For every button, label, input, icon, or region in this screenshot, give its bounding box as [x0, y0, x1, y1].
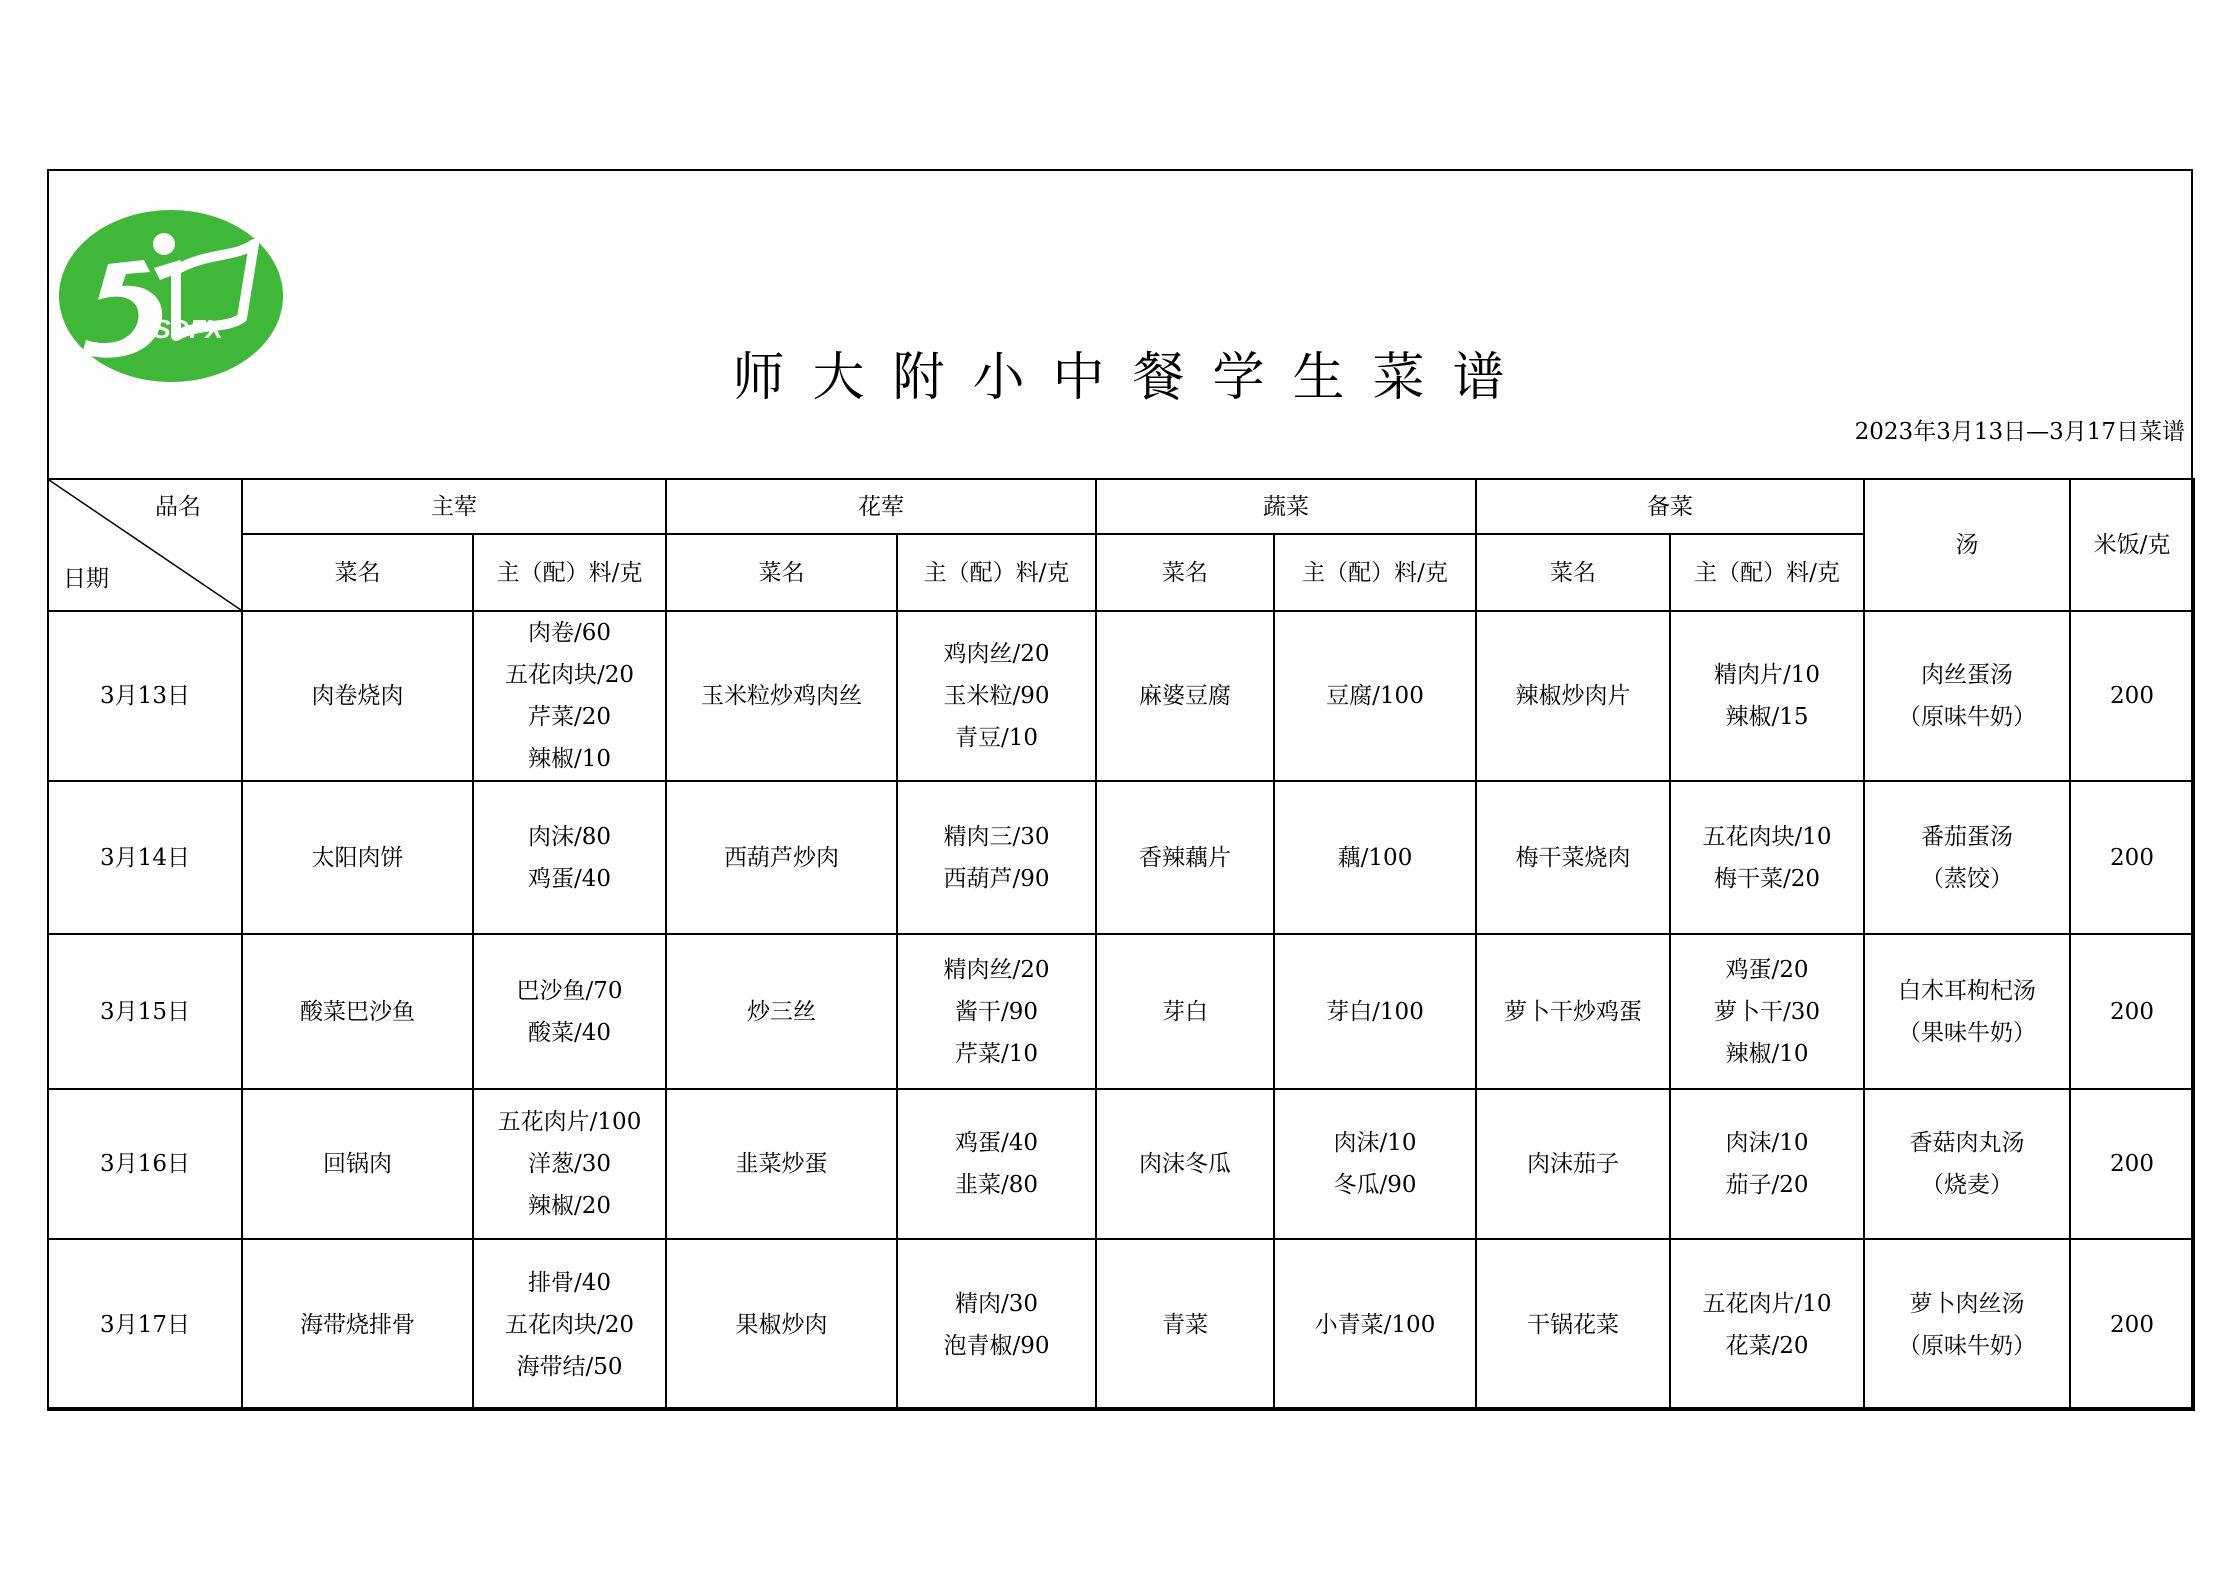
ingredient-line: 鸡蛋/40: [527, 865, 611, 892]
main-dish-name: 海带烧排骨: [242, 1239, 473, 1410]
soup-header: 汤: [1864, 479, 2070, 611]
spare-dish-ingredients: [1670, 1239, 1864, 1410]
spare-dish-ingredients: [1670, 1089, 1864, 1239]
veg-dish-name-header: 菜名: [1096, 534, 1274, 611]
ingredient-line: 精肉丝/20: [943, 956, 1050, 983]
veg-dish-ingredients: [1274, 611, 1476, 781]
ingredient-line: 西葫芦/90: [943, 865, 1050, 892]
ingredient-line: 辣椒/10: [527, 746, 611, 772]
menu-table: [47, 478, 2195, 1411]
ingredient-line: 芹菜/10: [954, 1040, 1038, 1067]
spare-dish-name-header: 菜名: [1476, 534, 1670, 611]
ingredient-line: 辣椒/15: [1725, 704, 1809, 730]
ingredient-line: 番茄蛋汤: [1921, 823, 2013, 850]
ingredient-line: 藕/100: [1337, 844, 1413, 871]
ingredient-line: 茄子/20: [1725, 1172, 1809, 1198]
veg-dish-name: 香辣藕片: [1096, 781, 1274, 934]
spare-dish-name: 干锅花菜: [1476, 1239, 1670, 1410]
date-cell: 3月14日: [48, 781, 242, 934]
spare-dish-ingredients: [1670, 934, 1864, 1089]
ingredient-line: 酸菜/40: [527, 1019, 611, 1046]
veg-dish-ingredients: [1274, 1239, 1476, 1410]
ingredient-line: 萝卜肉丝汤: [1909, 1290, 2025, 1317]
veg-dish-ingredients: [1274, 934, 1476, 1089]
rice-header: 米饭/克: [2070, 479, 2194, 611]
rice-cell: 200: [2070, 1239, 2194, 1410]
main-dish-name: 回锅肉: [242, 1089, 473, 1239]
ingredient-line: 芹菜/20: [527, 704, 611, 730]
soup-cell: [1864, 611, 2070, 781]
side-dish-name: 炒三丝: [666, 934, 897, 1089]
group-vegetable: 蔬菜: [1096, 479, 1476, 534]
veg-dish-ingredients: [1274, 1089, 1476, 1239]
date-cell: 3月15日: [48, 934, 242, 1089]
logo-head: [153, 233, 175, 255]
ingredient-line: （蒸饺）: [1921, 865, 2013, 892]
ingredient-line: 梅干菜/20: [1713, 865, 1820, 892]
ingredient-line: 青豆/10: [954, 725, 1038, 751]
ingredient-line: 鸡蛋/40: [954, 1130, 1038, 1156]
rice-cell: 200: [2070, 1089, 2194, 1239]
page-title: 师大附小中餐学生菜谱: [732, 348, 1533, 408]
side-dish-ingredients: [897, 611, 1096, 781]
ingredient-line: （原味牛奶）: [1898, 704, 2036, 730]
spare-dish-name: 辣椒炒肉片: [1476, 611, 1670, 781]
date-range: 2023年3月13日—3月17日菜谱: [1854, 419, 2185, 445]
main-dish-name: 太阳肉饼: [242, 781, 473, 934]
ingredient-line: 萝卜干/30: [1713, 998, 1820, 1025]
ingredient-line: 酱干/90: [954, 998, 1038, 1025]
spare-ingredients-header: 主（配）料/克: [1670, 534, 1864, 611]
spare-dish-name: 梅干菜烧肉: [1476, 781, 1670, 934]
main-dish-ingredients: [473, 611, 666, 781]
side-dish-name: 玉米粒炒鸡肉丝: [666, 611, 897, 781]
ingredient-line: 肉卷/60: [527, 620, 611, 646]
side-dish-ingredients: [897, 1089, 1096, 1239]
main-dish-ingredients: [473, 1089, 666, 1239]
veg-dish-name: 肉沫冬瓜: [1096, 1089, 1274, 1239]
spare-dish-ingredients: [1670, 611, 1864, 781]
side-dish-ingredients: [897, 934, 1096, 1089]
ingredient-line: 排骨/40: [527, 1269, 611, 1296]
logo-text: SDFX: [153, 314, 223, 344]
table-row: [48, 611, 2194, 781]
ingredient-line: 精肉/30: [954, 1290, 1038, 1317]
rice-cell: 200: [2070, 611, 2194, 781]
ingredient-line: 巴沙鱼/70: [516, 977, 623, 1004]
spare-dish-name: 萝卜干炒鸡蛋: [1476, 934, 1670, 1089]
side-dish-ingredients: [897, 1239, 1096, 1410]
side-dish-name-header: 菜名: [666, 534, 897, 611]
main-ingredients-header: 主（配）料/克: [473, 534, 666, 611]
table-row: [48, 1239, 2194, 1410]
group-spare-dish: 备菜: [1476, 479, 1864, 534]
corner-item-label: 品名: [155, 494, 201, 520]
ingredient-line: 香菇肉丸汤: [1909, 1130, 2025, 1156]
main-dish-name: 酸菜巴沙鱼: [242, 934, 473, 1089]
soup-cell: [1864, 781, 2070, 934]
side-dish-name: 韭菜炒蛋: [666, 1089, 897, 1239]
veg-dish-name: 芽白: [1096, 934, 1274, 1089]
ingredient-line: 五花肉块/20: [504, 662, 634, 688]
ingredient-line: 精肉片/10: [1713, 662, 1820, 688]
group-side-meat: 花荤: [666, 479, 1096, 534]
ingredient-line: 五花肉块/20: [504, 1311, 634, 1338]
main-dish-name: 肉卷烧肉: [242, 611, 473, 781]
ingredient-line: 海带结/50: [516, 1353, 623, 1380]
ingredient-line: 五花肉片/100: [497, 1109, 642, 1135]
ingredient-line: 肉沫/10: [1333, 1130, 1417, 1156]
soup-cell: [1864, 1089, 2070, 1239]
soup-cell: [1864, 1239, 2070, 1410]
side-dish-name: 西葫芦炒肉: [666, 781, 897, 934]
date-cell: 3月16日: [48, 1089, 242, 1239]
corner-header: [48, 479, 242, 611]
ingredient-line: 辣椒/10: [1725, 1040, 1809, 1067]
ingredient-line: 鸡肉丝/20: [943, 641, 1050, 667]
ingredient-line: 鸡蛋/20: [1725, 956, 1809, 983]
ingredient-line: 辣椒/20: [527, 1193, 611, 1219]
ingredient-line: 小青菜/100: [1314, 1311, 1436, 1338]
table-row: [48, 1089, 2194, 1239]
ingredient-line: 冬瓜/90: [1333, 1172, 1417, 1198]
date-cell: 3月17日: [48, 1239, 242, 1410]
veg-dish-ingredients: [1274, 781, 1476, 934]
table-row: [48, 781, 2194, 934]
spare-dish-name: 肉沫茄子: [1476, 1089, 1670, 1239]
ingredient-line: 泡青椒/90: [943, 1332, 1050, 1359]
date-cell: 3月13日: [48, 611, 242, 781]
ingredient-line: （烧麦）: [1921, 1172, 2013, 1198]
main-dish-ingredients: [473, 934, 666, 1089]
header-row-groups: [48, 479, 2194, 534]
spare-dish-ingredients: [1670, 781, 1864, 934]
ingredient-line: 肉沫/10: [1725, 1130, 1809, 1156]
table-row: [48, 934, 2194, 1089]
main-dish-ingredients: [473, 1239, 666, 1410]
ingredient-line: 肉沫/80: [527, 823, 611, 850]
ingredient-line: （原味牛奶）: [1898, 1332, 2036, 1359]
side-dish-ingredients: [897, 781, 1096, 934]
rice-cell: 200: [2070, 934, 2194, 1089]
side-dish-name: 果椒炒肉: [666, 1239, 897, 1410]
veg-dish-name: 青菜: [1096, 1239, 1274, 1410]
main-dish-ingredients: [473, 781, 666, 934]
ingredient-line: 五花肉片/10: [1702, 1290, 1832, 1317]
corner-date-label: 日期: [63, 566, 109, 592]
ingredient-line: （果味牛奶）: [1898, 1019, 2036, 1046]
ingredient-line: 玉米粒/90: [943, 683, 1050, 709]
veg-ingredients-header: 主（配）料/克: [1274, 534, 1476, 611]
soup-cell: [1864, 934, 2070, 1089]
veg-dish-name: 麻婆豆腐: [1096, 611, 1274, 781]
menu-body: [48, 611, 2194, 1410]
ingredient-line: 芽白/100: [1326, 998, 1424, 1025]
ingredient-line: 花菜/20: [1725, 1332, 1809, 1359]
main-dish-name-header: 菜名: [242, 534, 473, 611]
ingredient-line: 豆腐/100: [1326, 683, 1424, 709]
ingredient-line: 韭菜/80: [954, 1172, 1038, 1198]
ingredient-line: 肉丝蛋汤: [1921, 662, 2013, 688]
group-main-meat: 主荤: [242, 479, 666, 534]
ingredient-line: 精肉三/30: [943, 823, 1050, 850]
rice-cell: 200: [2070, 781, 2194, 934]
ingredient-line: 五花肉块/10: [1702, 823, 1832, 850]
side-ingredients-header: 主（配）料/克: [897, 534, 1096, 611]
ingredient-line: 白木耳枸杞汤: [1898, 977, 2036, 1004]
ingredient-line: 洋葱/30: [527, 1151, 611, 1177]
